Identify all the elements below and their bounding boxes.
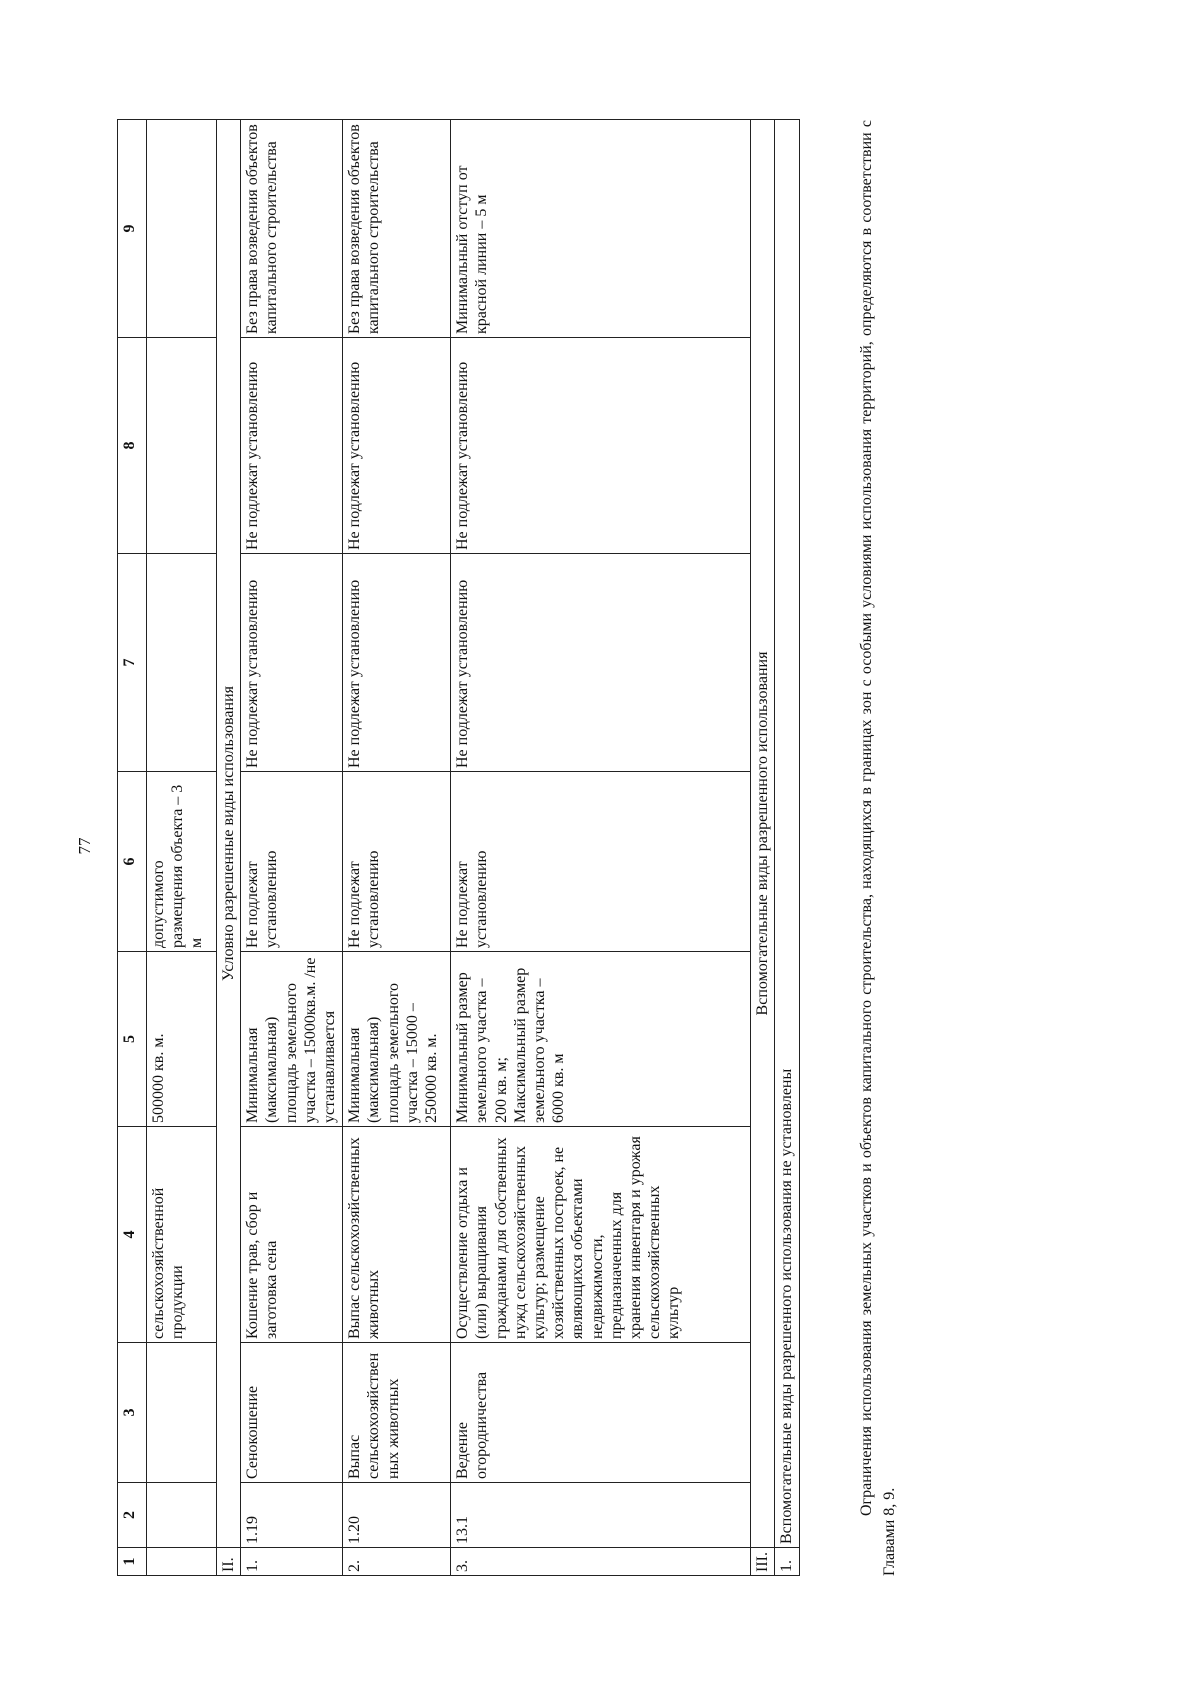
col-header-6: 6	[118, 772, 147, 952]
row-col7: Не подлежат установлению	[451, 554, 751, 772]
continued-row	[147, 120, 217, 1576]
col-header-5: 5	[118, 952, 147, 1127]
footnote-text: Ограничения использования земельных участков и объектов капитального строительства, находящихся в границах зон с особыми условиями использования территорий, определяются в соответствии с Главами 8, 9.	[858, 120, 899, 1576]
table-row	[241, 120, 343, 1576]
section-row	[217, 120, 241, 1576]
row-number: 1.	[775, 1548, 799, 1576]
row-number: 3.	[451, 1548, 751, 1576]
row-name: Ведение огородничества	[451, 1343, 751, 1483]
row-col6: Не подлежат установлению	[451, 772, 751, 952]
col-header-1: 1	[118, 1548, 147, 1576]
row-col8: Не подлежат установлению	[241, 338, 343, 554]
rotated-page-content	[117, 120, 899, 1576]
section-title: Вспомогательные виды разрешенного использования	[751, 120, 775, 1548]
header-row	[118, 120, 147, 1576]
cell-continued-setback: допустимого размещения объекта – 3 м	[147, 772, 217, 952]
row-name: Сенокошение	[241, 1343, 343, 1483]
section-row	[751, 120, 775, 1576]
row-col9: Без права возведения объектов капитального строительства	[241, 120, 343, 338]
row-col8: Не подлежат установлению	[451, 338, 751, 554]
section-number: II.	[217, 1548, 241, 1576]
row-size: Минимальный размер земельного участка – 200 кв. м; Максимальный размер земельного участка – 6000 кв. м	[451, 952, 751, 1127]
cell-continued-size: 500000 кв. м.	[147, 952, 217, 1127]
row-col9: Минимальный отступ от красной линии – 5 м	[451, 120, 751, 338]
col-header-4: 4	[118, 1127, 147, 1343]
row-code: 1.19	[241, 1483, 343, 1548]
row-merged-text: Вспомогательные виды разрешенного использования не установлены	[775, 120, 799, 1548]
table-row	[775, 120, 799, 1576]
row-size: Минимальная (максимальная) площадь земельного участка – 15000кв.м. /не устанавливается	[241, 952, 343, 1127]
row-col6: Не подлежат установлению	[241, 772, 343, 952]
row-description: Кошение трав, сбор и заготовка сена	[241, 1127, 343, 1343]
zoning-table	[117, 119, 800, 1576]
footnote	[855, 120, 901, 1576]
row-size: Минимальная (максимальная) площадь земельного участка – 15000 – 250000 кв. м.	[343, 952, 451, 1127]
row-description: Осуществление отдыха и (или) выращивания гражданами для собственных нужд сельскохозяйственных культур; размещение хозяйственных построек, не являющихся объектами недвижимости, предназначенных для хранения инвентаря и урожая сельскохозяйственных культур	[451, 1127, 751, 1343]
col-header-3: 3	[118, 1343, 147, 1483]
col-header-8: 8	[118, 338, 147, 554]
row-number: 1.	[241, 1548, 343, 1576]
row-col9: Без права возведения объектов капитального строительства	[343, 120, 451, 338]
col-header-9: 9	[118, 120, 147, 338]
section-number: III.	[751, 1548, 775, 1576]
row-col8: Не подлежат установлению	[343, 338, 451, 554]
table-row	[343, 120, 451, 1576]
col-header-2: 2	[118, 1483, 147, 1548]
cell-continued-desc: сельскохозяйственной продукции	[147, 1127, 217, 1343]
section-title: Условно разрешенные виды использования	[217, 120, 241, 1548]
row-code: 1.20	[343, 1483, 451, 1548]
row-code: 13.1	[451, 1483, 751, 1548]
row-col7: Не подлежат установлению	[241, 554, 343, 772]
table-row	[451, 120, 751, 1576]
row-description: Выпас сельскохозяйственных животных	[343, 1127, 451, 1343]
row-col6: Не подлежат установлению	[343, 772, 451, 952]
page-number: 77	[75, 837, 94, 855]
col-header-7: 7	[118, 554, 147, 772]
row-name: Выпас сельскохозяйственных животных	[343, 1343, 451, 1483]
row-col7: Не подлежат установлению	[343, 554, 451, 772]
row-number: 2.	[343, 1548, 451, 1576]
